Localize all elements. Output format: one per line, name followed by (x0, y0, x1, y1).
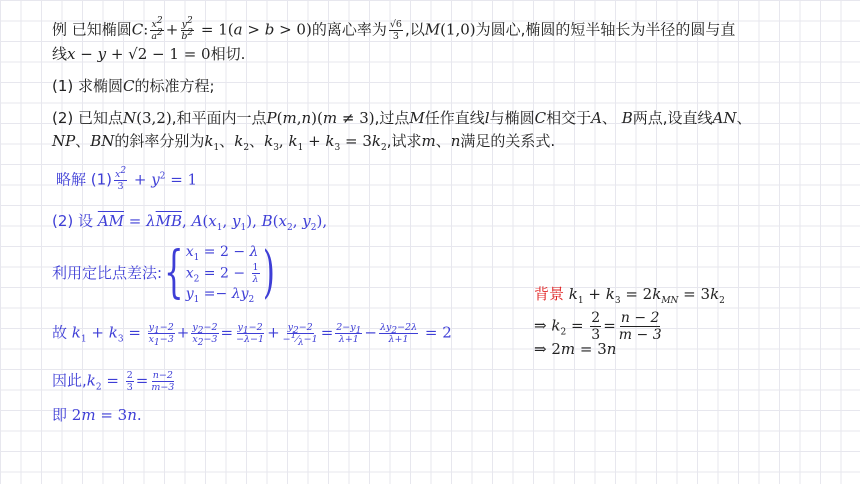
background-line-2: ⇒ $k_2$ = $\frac{2}{3}$ = $\frac{n - 2}{m - 3}$ (534, 310, 662, 343)
point-difference-system: 利用定比点差法: { $x_1 = 2 - \lambda$ $x_2 = 2$ − $\frac{1}{\lambda}$ $y_1 =- \lambda y_2$ ) (52, 240, 275, 305)
final-answer-line: 即 2m = 3n. (52, 406, 142, 424)
slope-sum-line: 故 $k_1 + k_3$ = $\frac{y_1-2}{x_1-3}$ + $\frac{y_2-2}{x_2-3}$ = $\frac{y_1-2}{-\lambda-1}$ + $\frac{y_2-2}{-^1⁄_\lambda-1}$ = $\frac{2-y_1}{\lambda+1}$ − $\frac{\lambda y_2-2\lambda}{\lambda+1}$ = 2 (52, 322, 452, 348)
problem-line-2: 线x − y + √2 − 1 = 0相切. (52, 45, 246, 63)
question-2-line-1: (2) 已知点N(3,2),和平面内一点P(m,n)(m ≠ 3),过点M任作直线l与椭圆C相交于A、 B两点,设直线AN、 (52, 109, 752, 127)
background-line-1: 背景 $k_1 + k_3 = 2k_{MN} = 3k_2$ (534, 285, 725, 306)
problem-line-1: 例 已知椭圆C: $\frac{x^2}{a^2}$ + $\frac{y^2}{b^2}$ = 1(a > b > 0)的离心率为 $\frac{√6}{3}$ ,以M(1,0)为圆心,椭圆的短半轴长为半径的圆与直 (52, 15, 736, 42)
solution-part-2: (2) 设 $\overline{AM} = \lambda\overline{MB}$, $A(x_1$, $y_1$), $B(x_2$, $y_2$), (52, 212, 328, 233)
question-2-line-2: NP、BN的斜率分别为$k_1$、$k_2$、$k_3$, $k_1 + k_3 = 3k_2$,试求m、n满足的关系式. (52, 132, 556, 153)
question-1: (1) 求椭圆C的标准方程; (52, 77, 215, 95)
background-line-3: ⇒ 2m = 3n (534, 340, 617, 358)
solution-part-1: 略解 (1) $\frac{x^2}{3}$ + $y^2 = 1$ (56, 165, 198, 192)
eccentricity-text: 的离心率为 (311, 20, 387, 39)
k2-result-line: 因此$,k_2$ = $\frac{2}{3}$ = $\frac{n-2}{m-3}$ (52, 370, 175, 393)
problem-label: 例 已知椭圆 (52, 20, 132, 39)
